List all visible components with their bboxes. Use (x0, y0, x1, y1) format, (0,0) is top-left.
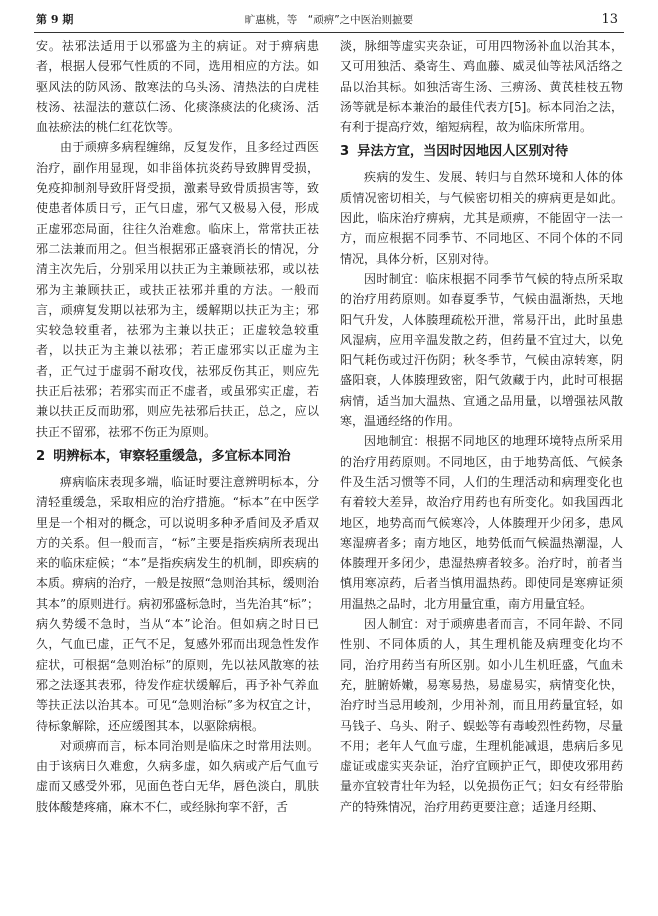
section-title: 异法方宜，当因时因地因人区别对待 (357, 144, 569, 160)
paragraph: 对顽痹而言，标本同治则是临床之时常用法则。由于该病日久难愈，久病多虚，如久病或产后气血亏虚而又感受外邪，见面色苍白无华，唇色淡白，肌肤肢体酸楚疼痛，麻木不仁，或经脉拘挛不舒，舌 (36, 738, 319, 814)
page-number: 13 (601, 12, 618, 27)
paragraph: 因时制宜：临床根据不同季节气候的特点所采取的治疗用药原则。如春夏季节，气候由温渐热，天地阳气升发，人体腠理疏松开泄，常易汗出，此时虽患风湿病，应用辛温发散之药，但药量不宜过大，以免阳气耗伤或过汗伤阴；秋冬季节，气候由凉转寒，阴盛阳衰，人体腠理致密，阳气敛藏于内，此时可根据病情，适当加大温热、宣通之品用量，以增强祛风散寒，温通经络的作用。 (340, 271, 623, 429)
paragraph: 安。祛邪法适用于以邪盛为主的病证。对于痹病患者，根据人侵邪气性质的不同，选用相应的方法。如驱风法的防风汤、散寒法的乌头汤、清热法的白虎桂枝汤、祛湿法的薏苡仁汤、化痰涤痰法的化痰汤、活血祛瘀法的桃仁红花饮等。 (36, 39, 319, 135)
paragraph: 因人制宜：对于顽痹患者而言，不同年龄、不同性别、不同体质的人，其生理机能及病理变化均不同，治疗用药当有所区别。如小儿生机旺盛，气血未充，脏腑娇嫩，易寒易热，易虚易实，病情变化快，治疗时当忌用峻剂，少用补剂，而且用药量宜轻，如马钱子、乌头、附子、蜈蚣等有毒峻烈性药物，尽量不用；老年人气血亏虚，生理机能减退，患病后多见虚证或虚实夹杂证，治疗宜顾护正气，即使攻邪用药量亦宜较青壮年为轻，以免损伤正气；妇女有经带胎产的特殊情况，治疗用药更要注意；适逢月经期、 (340, 617, 623, 814)
paragraph: 淡，脉细等虚实夹杂证，可用四物汤补血以治其本，又可用独活、桑寄生、鸡血藤、威灵仙等祛风活络之品以治其标。如独活寄生汤、三痹汤、黄芪桂枝五物汤等就是标本兼治的最佳代表方[5]。标本同治之法，有利于提高疗效，缩短病程，故为临床所常用。 (340, 39, 623, 135)
right-column (340, 36, 623, 817)
left-column (36, 36, 319, 817)
paragraph: 由于顽痹多病程缠绵，反复发作，且多经过西医治疗，副作用显现，如非甾体抗炎药导致脾胃受损，免疫抑制剂导致肝肾受损，激素导致骨质损害等，致使患者体质日亏，正气日虚，邪气又极易入侵，形成正虚邪恋局面，往往久治难愈。临床上，常常扶正祛邪二法兼而用之。但当根据邪正盛衰消长的情况，分清主次先后，分别采用以扶正为主兼顾祛邪，或以祛邪为主兼顾扶正，或扶正祛邪并重的方法。一般而言，顽痹复发期以祛邪为主，缓解期以扶正为主；邪实较急较重者，祛邪为主兼以扶正；正虚较急较重者，以扶正为主兼以祛邪；若正虚邪实以正虚为主者，正气过于虚弱不耐攻伐，祛邪反伤其正，则应先扶正后祛邪；若邪实而正不虚者，或虽邪实正虚，若兼以扶正反而助邪，则应先祛邪后扶正，总之，应以扶正不留邪，祛邪不伤正为原则。 (36, 140, 319, 439)
page-header (34, 8, 624, 33)
running-title: 旷惠桃，等 “顽痹”之中医治则摭要 (244, 14, 414, 26)
section-number: 2 (36, 448, 46, 464)
section-heading-3 (340, 140, 623, 164)
section-title: 明辨标本，审察轻重缓急，多宜标本同治 (53, 448, 291, 464)
paragraph: 疾病的发生、发展、转归与自然环境和人体的体质情况密切相关，与气候密切相关的痹病更是如此。因此，临床治疗痹病，尤其是顽痹，不能固守一法一方，而应根据不同季节、不同地区、不同个体的不同情况，具体分析，区别对待。 (340, 170, 623, 266)
issue-number: 第 9 期 (36, 13, 74, 26)
section-number: 3 (340, 144, 350, 160)
paragraph: 痹病临床表现多端，临证时要注意辨明标本，分清轻重缓急，采取相应的治疗措施。“标本”在中医学里是一个相对的概念，可以说明多种矛盾间及矛盾双方的关系。但一般而言，“标”主要是指疾病所表现出来的临床症候；“本”是指疾病发生的机制，即疾病的本质。痹病的治疗，一般是按照“急则治其标，缓则治其本”的原则进行。病初邪盛标急时，当先治其“标”；病久势缓不急时，当从“本”论治。但如病之时日已久，气血已虚，正气不足，复感外邪而出现急性发作症状，可根据“急则治标”的原则，先以祛风散寒的祛邪之法逐其表邪，待发作症状缓解后，再予补气养血等扶正法以治其本。可见“急则治标”多为权宜之计，待标象解除，还应缓图其本，以驱除病根。 (36, 474, 319, 733)
paragraph: 因地制宜：根据不同地区的地理环境特点所采用的治疗用药原则。不同地区，由于地势高低、气候条件及生活习惯等不同，人们的生理活动和病理变化也有着较大差异，故治疗用药也有所变化。如我国西北地区，地势高而气候寒冷，人体腠理开少闭多，患风寒湿痹者多；南方地区，地势低而气候温热潮湿，人体腠理开多闭少，患湿热痹者较多。治疗时，前者当慎用寒凉药，后者当慎用温热药。即使同是寒痹证须用温热之品时，北方用量宜重，南方用量宜轻。 (340, 434, 623, 611)
section-heading-2 (36, 445, 319, 469)
